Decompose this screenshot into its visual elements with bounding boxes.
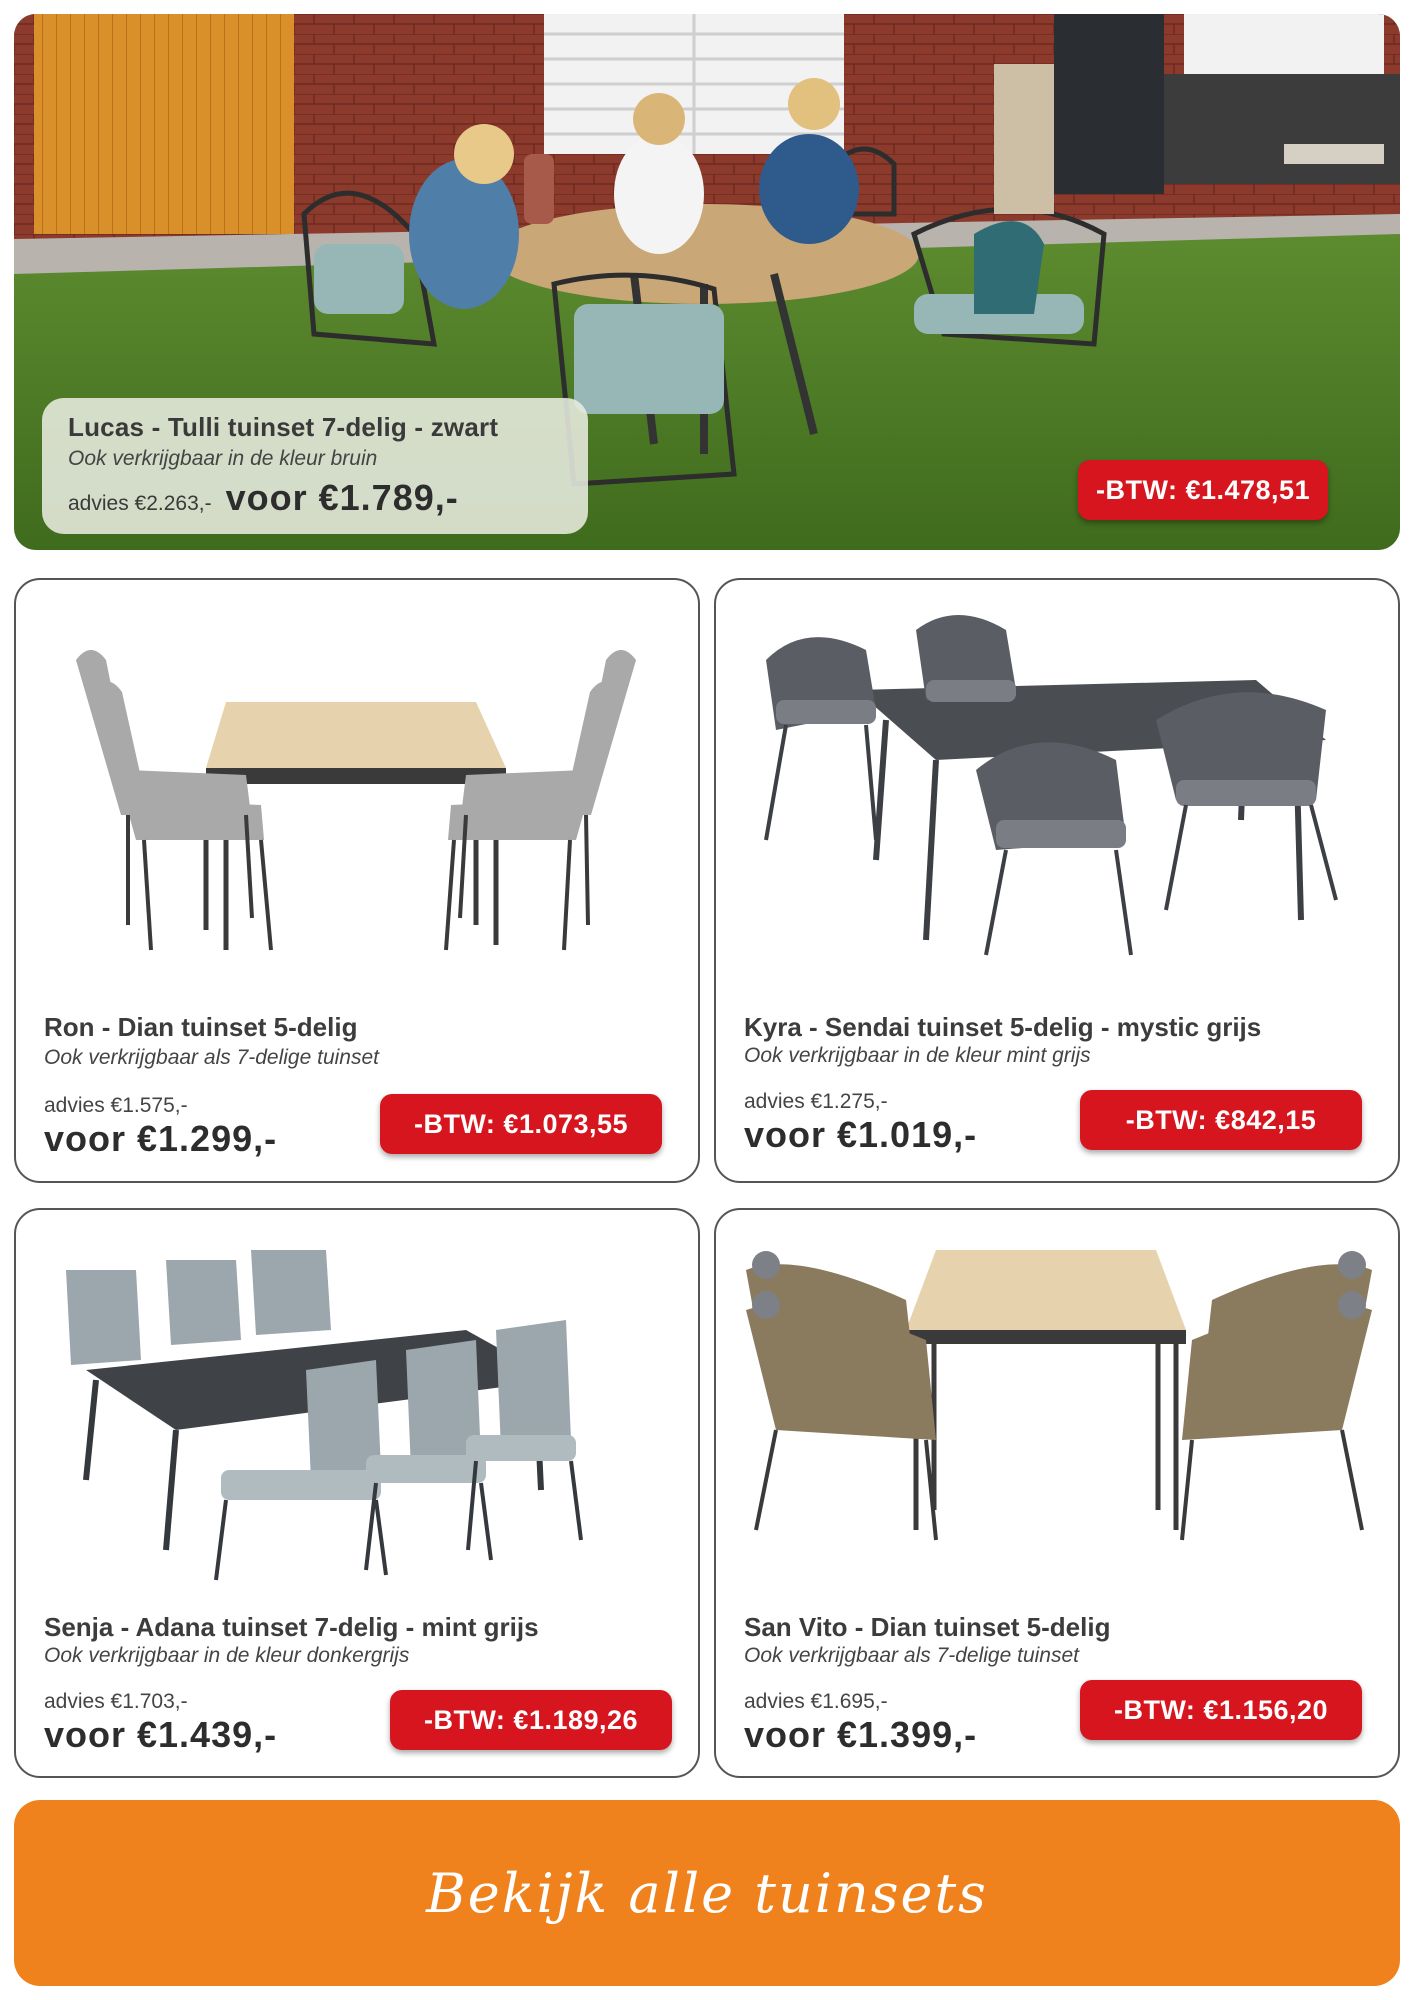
cta-label: Bekijk alle tuinsets	[426, 1861, 988, 1925]
hero-title[interactable]: Lucas - Tulli tuinset 7-delig - zwart	[68, 412, 499, 442]
product-card-kyra-sendai[interactable]	[714, 578, 1400, 1183]
product-sale-price: voor €1.299,-	[44, 1118, 278, 1159]
product-subtitle: Ook verkrijgbaar in de kleur mint grijs	[744, 1044, 1091, 1067]
product-advies-price: advies €1.575,-	[44, 1094, 188, 1117]
hero-caption	[42, 398, 588, 534]
product-sale-price: voor €1.439,-	[44, 1714, 278, 1755]
product-btw-badge: -BTW: €1.156,20	[1080, 1680, 1362, 1740]
product-btw-badge: -BTW: €1.189,26	[390, 1690, 672, 1750]
product-subtitle: Ook verkrijgbaar in de kleur donkergrijs	[44, 1644, 410, 1667]
product-image-kyra-sendai	[736, 600, 1382, 960]
product-subtitle: Ook verkrijgbaar als 7-delige tuinset	[744, 1644, 1079, 1667]
product-card-san-vito-dian[interactable]	[714, 1208, 1400, 1778]
product-image-senja-adana	[36, 1230, 682, 1590]
product-btw-badge: -BTW: €1.073,55	[380, 1094, 662, 1154]
product-advies-price: advies €1.275,-	[744, 1090, 888, 1113]
product-title[interactable]: Kyra - Sendai tuinset 5-delig - mystic grijs	[744, 1012, 1262, 1042]
product-sale-price: voor €1.399,-	[744, 1714, 978, 1755]
product-title[interactable]: San Vito - Dian tuinset 5-delig	[744, 1612, 1111, 1642]
hero-banner[interactable]	[14, 14, 1400, 550]
product-card-senja-adana[interactable]	[14, 1208, 700, 1778]
product-advies-price: advies €1.695,-	[744, 1690, 888, 1713]
view-all-gardensets-button[interactable]	[14, 1800, 1400, 1986]
product-card-ron-dian[interactable]	[14, 578, 700, 1183]
product-image-ron-dian	[36, 600, 682, 960]
product-title[interactable]: Senja - Adana tuinset 7-delig - mint grijs	[44, 1612, 539, 1642]
product-image-san-vito-dian	[736, 1230, 1382, 1590]
product-btw-badge: -BTW: €842,15	[1080, 1090, 1362, 1150]
product-advies-price: advies €1.703,-	[44, 1690, 188, 1713]
product-sale-price: voor €1.019,-	[744, 1114, 978, 1155]
product-title[interactable]: Ron - Dian tuinset 5-delig	[44, 1012, 358, 1042]
hero-advies-price: advies €2.263,-	[68, 492, 212, 515]
product-subtitle: Ook verkrijgbaar als 7-delige tuinset	[44, 1046, 379, 1069]
hero-sale-price: voor €1.789,-	[225, 477, 459, 518]
hero-btw-badge: -BTW: €1.478,51	[1078, 460, 1328, 520]
hero-subtitle: Ook verkrijgbaar in de kleur bruin	[68, 447, 378, 470]
